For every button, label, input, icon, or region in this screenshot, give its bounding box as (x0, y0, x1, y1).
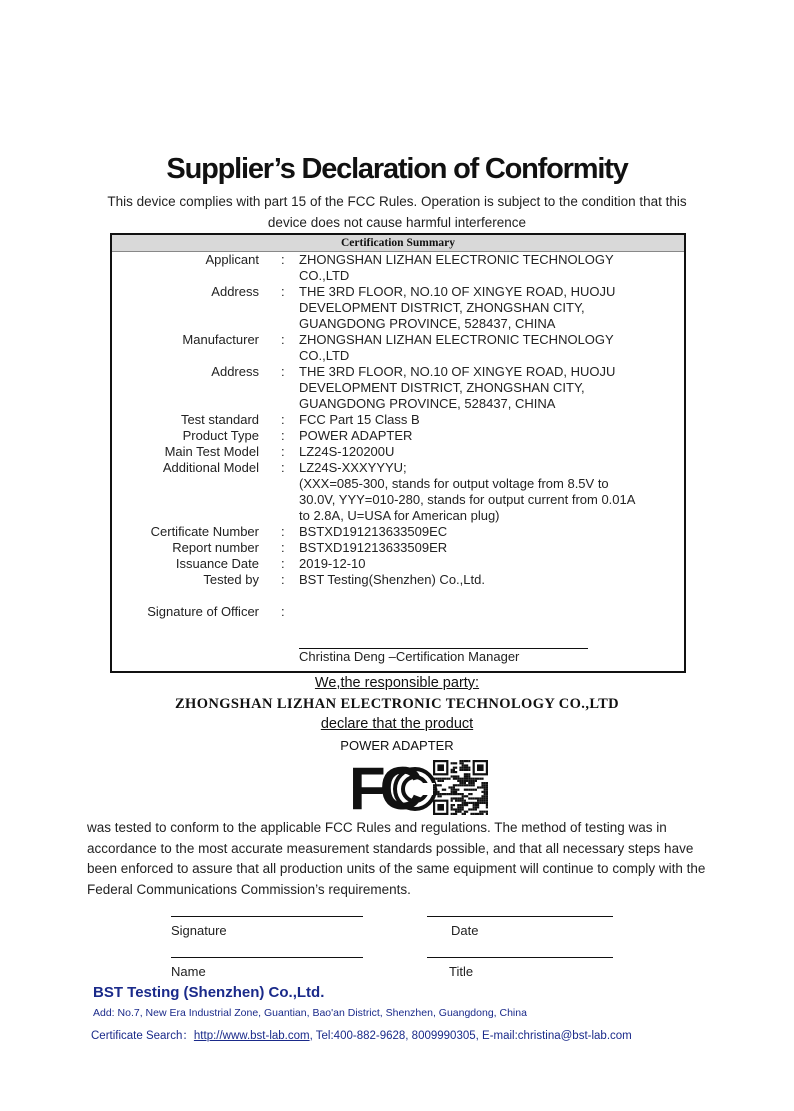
summary-value: DEVELOPMENT DISTRICT, ZHONGSHAN CITY, (299, 380, 585, 395)
footer-company: BST Testing (Shenzhen) Co.,Ltd. (93, 984, 325, 1001)
summary-colon: : (281, 524, 285, 539)
name-label: Name (171, 964, 206, 979)
summary-colon: : (281, 364, 285, 379)
summary-value: POWER ADAPTER (299, 428, 413, 443)
date-label: Date (451, 923, 479, 938)
officer-name: Christina Deng –Certification Manager (299, 649, 520, 664)
title-line (427, 957, 613, 958)
summary-value: DEVELOPMENT DISTRICT, ZHONGSHAN CITY, (299, 300, 585, 315)
fcc-logo-text: FC (349, 759, 417, 815)
summary-value: CO.,LTD (299, 348, 350, 363)
qr-code (433, 760, 488, 815)
summary-value: GUANGDONG PROVINCE, 528437, CHINA (299, 396, 556, 411)
summary-label: Tested by (203, 572, 259, 587)
summary-value: BSTXD191213633509EC (299, 524, 448, 539)
summary-colon: : (281, 332, 285, 347)
summary-label: Additional Model (162, 460, 259, 475)
summary-label: Address (211, 284, 259, 299)
footer-contact (91, 1027, 632, 1043)
certificate-search-label: Certificate Search： (91, 1030, 194, 1042)
summary-colon: : (281, 572, 285, 587)
summary-label: Product Type (182, 428, 259, 443)
summary-header: Certification Summary (112, 235, 684, 252)
summary-value: ZHONGSHAN LIZHAN ELECTRONIC TECHNOLOGY (299, 332, 614, 347)
summary-value: ZHONGSHAN LIZHAN ELECTRONIC TECHNOLOGY (299, 252, 614, 267)
summary-colon: : (281, 540, 285, 555)
summary-value: (XXX=085-300, stands for output voltage from 8.5V to (299, 476, 609, 491)
summary-label: Address (211, 364, 259, 379)
summary-colon: : (281, 604, 285, 619)
title-label: Title (449, 964, 474, 979)
summary-value: GUANGDONG PROVINCE, 528437, CHINA (299, 316, 556, 331)
website-link[interactable]: http://www.bst-lab.com (193, 1030, 310, 1042)
responsible-party-label: We,the responsible party: (314, 675, 480, 691)
summary-colon: : (281, 428, 285, 443)
summary-label: Issuance Date (175, 556, 259, 571)
intro-line-2: device does not cause harmful interference (267, 215, 527, 230)
summary-label: Certificate Number (150, 524, 259, 539)
summary-value: BST Testing(Shenzhen) Co.,Ltd. (299, 572, 485, 587)
product-name: POWER ADAPTER (340, 738, 454, 753)
summary-value: THE 3RD FLOOR, NO.10 OF XINGYE ROAD, HUOJU (299, 284, 616, 299)
summary-label: Main Test Model (164, 444, 259, 459)
summary-value: to 2.8A, U=USA for American plug) (299, 508, 500, 523)
footer-contact-info: , Tel:400-882-9628, 8009990305, E-mail:christina@bst-lab.com (309, 1030, 632, 1042)
summary-value: 2019-12-10 (299, 556, 366, 571)
name-line (171, 957, 363, 958)
summary-label: Test standard (180, 412, 259, 427)
declare-label: declare that the product (320, 716, 474, 732)
footer-address: Add: No.7, New Era Industrial Zone, Guantian, Bao'an District, Shenzhen, Guangdong, China (93, 1007, 527, 1019)
intro-line-1: This device complies with part 15 of the FCC Rules. Operation is subject to the condition that this (107, 194, 687, 209)
summary-colon: : (281, 460, 285, 475)
summary-label: Applicant (205, 252, 259, 267)
summary-value: CO.,LTD (299, 268, 350, 283)
declaration-paragraph: was tested to conform to the applicable FCC Rules and regulations. The method of testing was in accordance to the most accurate measurement standards possible, and that all necessary steps have been enforced to assure that all production units of the same equipment will continue to comply with the Federal Communications Commission’s requirements. (87, 820, 706, 897)
summary-value: FCC Part 15 Class B (299, 412, 420, 427)
qr-code-icon (433, 760, 488, 815)
summary-colon: : (281, 252, 285, 267)
summary-label: Signature of Officer (147, 604, 259, 619)
responsible-party-name: ZHONGSHAN LIZHAN ELECTRONIC TECHNOLOGY CO.,LTD (174, 696, 620, 712)
date-line (427, 916, 613, 917)
summary-colon: : (281, 412, 285, 427)
summary-value: 30.0V, YYY=010-280, stands for output current from 0.01A (299, 492, 636, 507)
summary-colon: : (281, 444, 285, 459)
summary-value: THE 3RD FLOOR, NO.10 OF XINGYE ROAD, HUOJU (299, 364, 616, 379)
signature-label: Signature (171, 923, 227, 938)
summary-label: Report number (172, 540, 259, 555)
signature-line (171, 916, 363, 917)
summary-value: BSTXD191213633509ER (299, 540, 448, 555)
summary-colon: : (281, 284, 285, 299)
page-title: Supplier’s Declaration of Conformity (166, 153, 628, 185)
summary-colon: : (281, 556, 285, 571)
summary-label: Manufacturer (182, 332, 259, 347)
summary-value: LZ24S-120200U (299, 444, 395, 459)
certification-summary-box (110, 233, 686, 673)
summary-value: LZ24S-XXXYYYU; (299, 460, 407, 475)
